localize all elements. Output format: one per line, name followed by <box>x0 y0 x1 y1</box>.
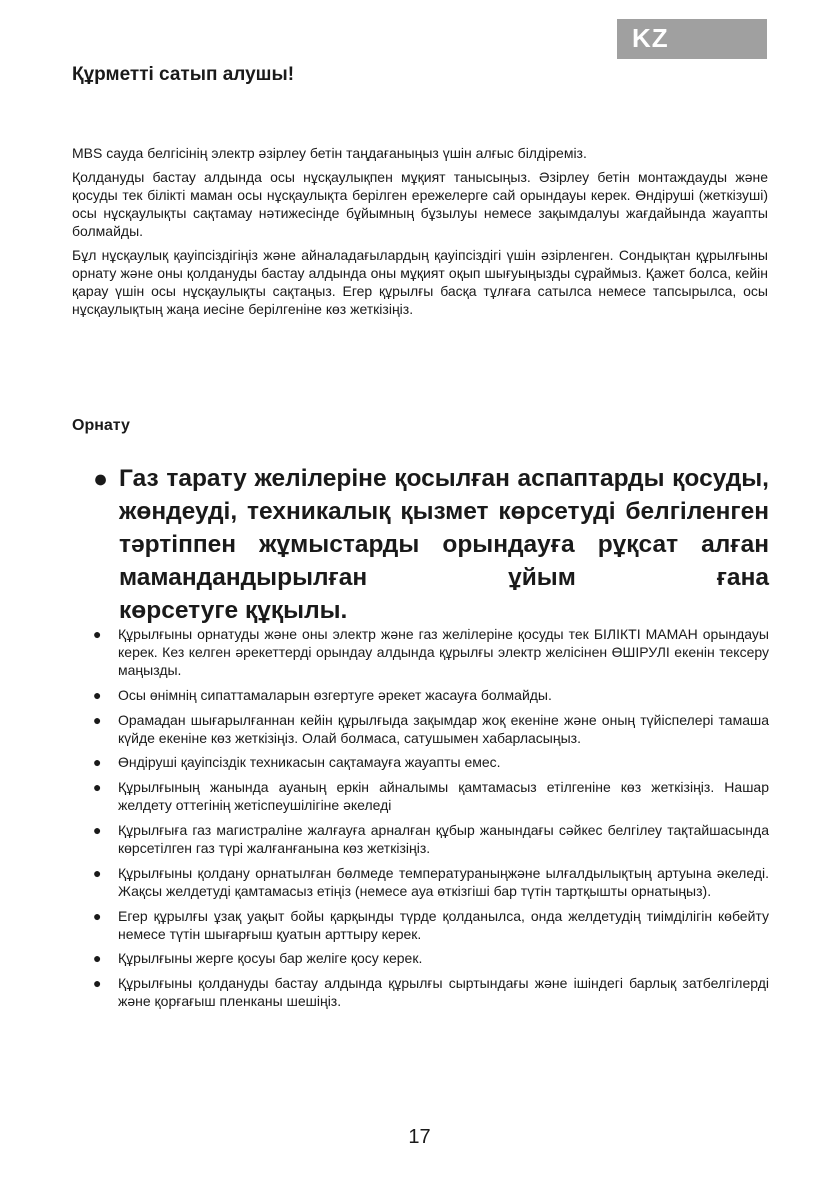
list-item <box>93 974 769 1010</box>
list-item <box>93 821 769 857</box>
bullet-icon: ● <box>93 907 102 924</box>
language-badge-label: KZ <box>632 23 669 53</box>
bullet-icon: ● <box>93 821 102 838</box>
list-item <box>93 686 769 704</box>
bullet-icon: ● <box>93 779 102 796</box>
list-item <box>93 949 769 967</box>
bullet-icon: ● <box>93 864 102 881</box>
list-item-text: Құрылғыны қолдану орнатылған бөлмеде температураныңжәне ылғалдылықтың артуына әкеледі. Жақсы желдетуді қамтамасыз етіңіз (немесе ауа өткізгіші бар түтін тартқышты орнатыңыз). <box>118 864 769 899</box>
highlight-warning-text <box>119 462 769 627</box>
bullet-icon: ● <box>93 975 102 992</box>
language-badge <box>617 19 767 59</box>
bullet-icon: ● <box>93 950 102 967</box>
list-item <box>93 711 769 747</box>
list-item-text: Құрылғыны орнатуды және оны электр және газ желілеріне қосуды тек БІЛІКТІ МАМАН орындауы керек. Кез келген әрекеттерді орындау алдында құрылғы электр желісінен ӨШІРУЛІ екенін тексеру маңызды. <box>118 626 769 678</box>
list-item <box>93 625 769 679</box>
intro-text <box>72 144 768 324</box>
page-title: Құрметті сатып алушы! <box>72 64 295 85</box>
highlight-warning-text-end: көрсетуге құқылы. <box>119 597 348 624</box>
installation-list <box>93 625 769 1017</box>
list-item-text: Егер құрылғы ұзақ уақыт бойы қарқынды түрде қолданылса, онда желдетудің тиімділігін көбейту немесе түтін шығарғыш қуатын арттыру керек. <box>118 907 769 942</box>
bullet-icon: ● <box>93 686 102 703</box>
bullet-icon: ● <box>93 754 102 771</box>
list-item-text: Құрылғыны қолдануды бастау алдында құрылғы сыртындағы және ішіндегі барлық затбелгілерді және қорғағыш пленканы шешіңіз. <box>118 975 769 1010</box>
list-item-text: Орамадан шығарылғаннан кейін құрылғыда зақымдар жоқ екеніне және оның түйіспелері тамаша күйде екеніне көз жеткізіңіз. Олай болмаса, сатушымен хабарласыңыз. <box>118 711 769 746</box>
page-number: 17 <box>408 1126 431 1148</box>
highlight-warning-text-main: Газ тарату желілеріне қосылған аспаптарды қосуды, жөндеуді, техникалық қызмет көрсетуді белгіленген тәртіппен жұмыстарды орындауға рұқсат алған мамандандырылған ұйым ғана <box>119 465 769 591</box>
bullet-icon: ● <box>93 626 102 642</box>
bullet-icon: ● <box>93 465 109 493</box>
list-item-text: Құрылғыға газ магистраліне жалғауға арналған құбыр жанындағы сәйкес белгілеу тақтайшасында көрсетілген газ түрі жалғанғанына көз жеткізіңіз. <box>118 821 769 856</box>
highlight-warning <box>93 462 769 627</box>
section-title-installation: Орнату <box>72 417 130 434</box>
list-item <box>93 753 769 771</box>
list-item <box>93 907 769 943</box>
intro-paragraph: Қолдануды бастау алдында осы нұсқаулықпен мұқият танысыңыз. Әзірлеу бетін монтаждауды және қосуды тек білікті маман осы нұсқаулықта берілген ережелерге сай орындауы керек. Өндіруші (жеткізуші) осы нұсқаулықты сақтамау нәтижесінде бұйымның бұзылуы немесе зақымдалуы жағдайында жауапты болмайды. <box>72 169 768 239</box>
intro-paragraph: Бұл нұсқаулық қауіпсіздігіңіз және айналадағылардың қауіпсіздігі үшін әзірленген. Сондықтан құрылғыны орнату және оны қолдануды бастау алдында оны мұқият оқып шығуыңызды сұраймыз. Қажет болса, кейін қарау үшін осы нұсқаулықты сақтаңыз. Егер құрылғы басқа тұлғаға сатылса немесе тапсырылса, осы нұсқаулықтың жаңа иесіне берілгеніне көз жеткізіңіз. <box>72 247 768 317</box>
intro-paragraph: MBS сауда белгісінің электр әзірлеу бетін таңдағаныңыз үшін алғыс білдіреміз. <box>72 145 587 161</box>
list-item <box>93 864 769 900</box>
list-item <box>93 778 769 814</box>
list-item-text: Құрылғының жанында ауаның еркін айналымы қамтамасыз етілгеніне көз жеткізіңіз. Нашар желдету оттегінің жетіспеушілігіне әкеледі <box>118 779 769 814</box>
list-item-text: Құрылғыны жерге қосуы бар желіге қосу керек. <box>118 950 423 967</box>
list-item-text: Өндіруші қауіпсіздік техникасын сақтамауға жауапты емес. <box>118 754 501 771</box>
list-item-text: Осы өнімнің сипаттамаларын өзгертуге әрекет жасауға болмайды. <box>118 686 552 703</box>
bullet-icon: ● <box>93 711 102 728</box>
